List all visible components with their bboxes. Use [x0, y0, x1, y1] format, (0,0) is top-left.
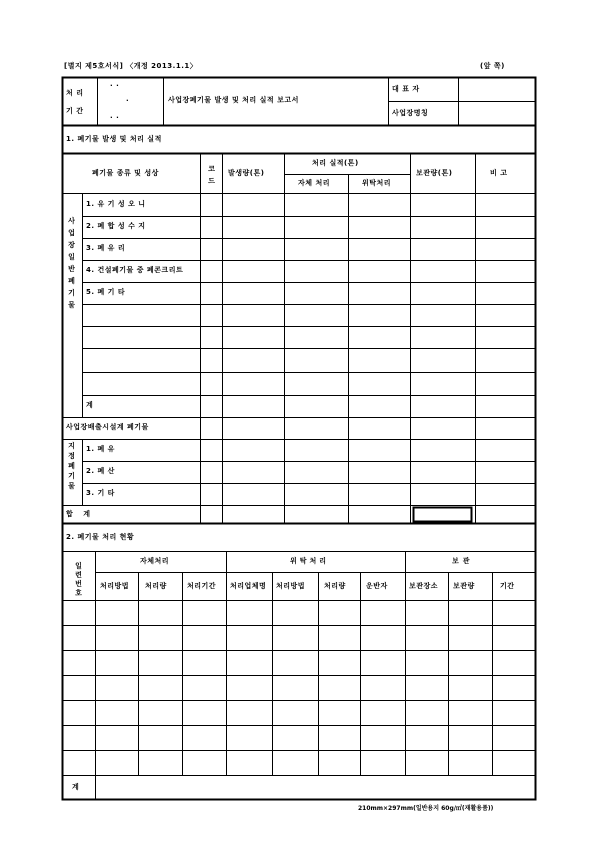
sub-out-method: 처리방법: [276, 582, 306, 590]
section1-title: 1. 폐기물 발생 및 처리 실적: [66, 135, 162, 143]
sub-self-period: 처리기간: [187, 582, 217, 590]
group-designated-label: 지 정 폐 기 물: [68, 442, 75, 490]
general-row-3: 3. 폐 유 리: [86, 244, 126, 252]
sub-out-amount: 처리량: [324, 582, 346, 590]
general-row-4: 4. 건설폐기물 중 폐콘크리트: [86, 266, 184, 274]
designated-row-1: 1. 폐 유: [86, 445, 115, 453]
sub-self-method: 처리방법: [100, 582, 130, 590]
sub-out-company: 처리업체명: [230, 582, 267, 590]
site-name-label: 사업장명칭: [392, 109, 429, 117]
general-subtotal: 계: [86, 401, 94, 409]
representative-label: 대 표 자: [392, 85, 420, 93]
col-storage: 보관량(톤): [416, 169, 453, 177]
col-process-self: 자체 처리: [298, 179, 330, 187]
col-code: 코 드: [208, 165, 215, 185]
group-general-label: 사 업 장 일 반 폐 기 물: [68, 217, 75, 309]
group-self: 자체처리: [140, 557, 170, 565]
sub-self-amount: 처리량: [145, 582, 167, 590]
col-process-group: 처리 실적(톤): [312, 159, 359, 167]
sub-storage-amount: 보관량: [453, 582, 475, 590]
designated-facility-row: 사업장배출시설계 폐기물: [66, 423, 149, 431]
processing-period-date-1: · ·: [110, 82, 120, 90]
col-generation: 발생량(톤): [228, 169, 265, 177]
processing-period-label-1: 처 리: [66, 89, 84, 97]
col-process-outsource: 위탁처리: [362, 179, 392, 187]
law-reference: [별지 제5호서식] 〈개정 2013.1.1〉: [64, 62, 198, 70]
group-storage: 보관: [452, 557, 474, 565]
sub-out-carrier: 운반자: [366, 582, 388, 590]
group-outsource: 위탁처리: [290, 557, 330, 565]
sub-storage-period: 기간: [500, 582, 515, 590]
general-row-5: 5. 폐 기 타: [86, 288, 126, 296]
general-row-1: 1. 유 기 성 오 니: [86, 200, 146, 208]
section2-title: 2. 폐기물 처리 현황: [66, 533, 135, 541]
processing-period-date-3: · ·: [110, 114, 120, 122]
col-remark: 비 고: [490, 169, 508, 177]
col-waste-type: 폐기물 종류 및 성상: [92, 169, 159, 177]
grand-total: 합 계: [66, 510, 94, 518]
designated-row-2: 2. 폐 산: [86, 467, 115, 475]
page-label: (앞 쪽): [480, 62, 505, 70]
designated-row-3: 3. 기 타: [86, 489, 115, 497]
processing-period-date-2: ·: [126, 97, 130, 105]
col-seq: 일 련 번 호: [75, 562, 82, 597]
processing-period-label-2: 기 간: [66, 107, 84, 115]
sub-storage-place: 보관장소: [409, 582, 439, 590]
paper-size-note: 210mm×297mm(일반용지 60g/㎡(재활용품)): [358, 805, 494, 812]
report-title: 사업장폐기물 발생 및 처리 실적 보고서: [168, 96, 299, 104]
general-row-2: 2. 폐 합 성 수 지: [86, 222, 146, 230]
section2-total: 계: [72, 783, 80, 791]
